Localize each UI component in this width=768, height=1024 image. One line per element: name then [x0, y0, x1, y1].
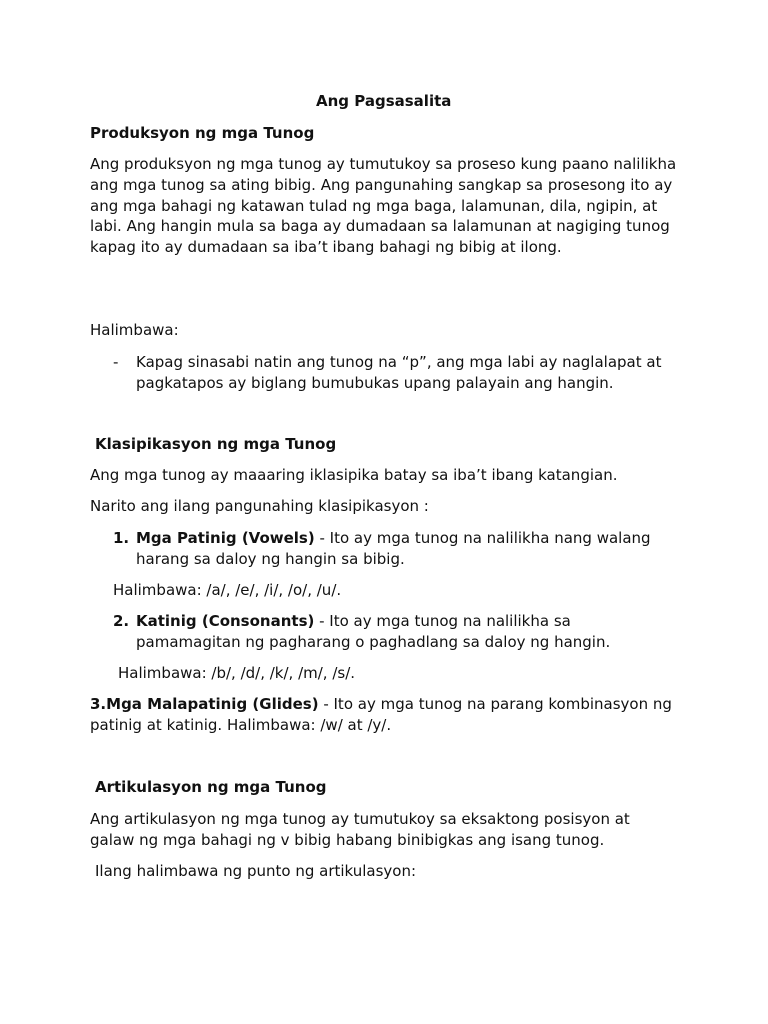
- paragraph-artikulasyon: Ang artikulasyon ng mga tunog ay tumutukoy sa eksaktong posisyon at galaw ng mga bahagi ng v bibig habang binibigkas ang isang tunog.: [90, 810, 630, 849]
- list-number: 3.: [90, 695, 107, 713]
- paragraph-produksyon: Ang produksyon ng mga tunog ay tumutukoy sa proseso kung paano nalilikha ang mga tunog sa ating bibig. Ang pangunahing sangkap sa prosesong ito ay ang mga bahagi ng katawan tulad ng mga baga, lalamunan, dila, ngipin, at labi. Ang hangin mula sa baga ay dumadaan sa lalamunan at nagiging tunog kapag ito ay dumadaan sa iba’t ibang bahagi ng bibig at ilong.: [90, 155, 677, 257]
- list-number: 2.: [113, 612, 130, 630]
- list-item-desc: - Ito ay mga tunog na parang kombinasyon ng patinig at katinig. Halimbawa: /w/ at /y/.: [90, 695, 672, 734]
- list-item-example: Halimbawa: /a/, /e/, /i/, /o/, /u/.: [113, 581, 342, 599]
- list-item-patinig: [136, 528, 666, 570]
- paragraph-artikulasyon-lead: Ilang halimbawa ng punto ng artikulasyon:: [95, 862, 417, 880]
- bullet-marker: -: [113, 353, 119, 371]
- page-title: Ang Pagsasalita: [316, 92, 452, 110]
- list-item-example: Halimbawa: /b/, /d/, /k/, /m/, /s/.: [118, 664, 356, 682]
- paragraph-klasipikasyon-lead: Narito ang ilang pangunahing klasipikasyon :: [90, 497, 429, 515]
- section-heading-produksyon: Produksyon ng mga Tunog: [90, 124, 315, 142]
- section-heading-artikulasyon: Artikulasyon ng mga Tunog: [95, 778, 327, 796]
- example-label: Halimbawa:: [90, 321, 179, 339]
- list-item-desc: - Ito ay mga tunog na nalilikha nang walang harang sa daloy ng hangin sa bibig.: [136, 529, 651, 568]
- paragraph-klasipikasyon-intro: Ang mga tunog ay maaaring iklasipika batay sa iba’t ibang katangian.: [90, 466, 618, 484]
- section-heading-klasipikasyon: Klasipikasyon ng mga Tunog: [95, 435, 337, 453]
- list-item-desc: - Ito ay mga tunog na nalilikha sa pamamagitan ng pagharang o paghadlang sa daloy ng hangin.: [136, 612, 611, 651]
- list-item-katinig: [136, 611, 666, 653]
- list-item-term: Mga Malapatinig (Glides): [106, 695, 319, 713]
- bullet-item: Kapag sinasabi natin ang tunog na “p”, ang mga labi ay naglalapat at pagkatapos ay biglang bumubukas upang palayain ang hangin.: [136, 353, 662, 392]
- list-number: 1.: [113, 529, 130, 547]
- list-item-term: Katinig (Consonants): [136, 612, 315, 630]
- list-item-term: Mga Patinig (Vowels): [136, 529, 315, 547]
- list-item-malapatinig: [90, 694, 690, 736]
